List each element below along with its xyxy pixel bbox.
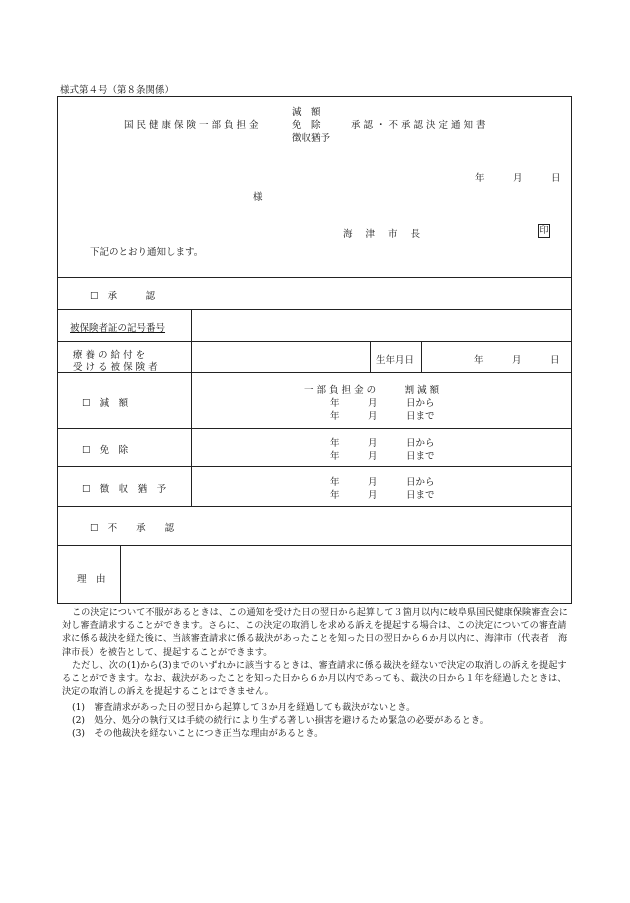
- divider: [57, 466, 572, 467]
- addressee-suffix: 様: [253, 192, 263, 203]
- title-suffix: 承認・不承認決定通知書: [351, 120, 489, 131]
- title-option-exemption: 免 除: [292, 120, 321, 131]
- footer-item-3: (3) その他裁決を経ないことにつき正当な理由があるとき。: [72, 728, 324, 739]
- approve-label: 承 認: [107, 291, 156, 302]
- deferral-period-to: 年 月 日まで: [330, 490, 435, 501]
- divider: [57, 428, 572, 429]
- seal-mark: 印: [539, 226, 549, 236]
- divider: [57, 277, 572, 278]
- reduction-checkbox[interactable]: ☐: [82, 398, 91, 409]
- divider: [370, 341, 371, 372]
- insured-number-label: 被保険者証の記号番号: [70, 323, 166, 334]
- notice-text: 下記のとおり通知します。: [90, 247, 204, 258]
- birth-date-label: 生年月日: [376, 355, 415, 366]
- divider: [57, 309, 572, 310]
- footer-paragraph-2: ただし、次の(1)から(3)までのいずれかに該当するときは、審査請求に係る裁決を経ないで決定の取消しの訴えを提起することができます。なお、裁決があったことを知った日から６か月以内であっても、裁決の日から１年を経過したときは、決定の取消しの訴えを提起することはできません。: [62, 660, 567, 698]
- reduction-description: 一 部 負 担 金 の 割 減 額: [304, 385, 440, 396]
- reject-checkbox[interactable]: ☐: [90, 523, 99, 534]
- exemption-period-to: 年 月 日まで: [330, 451, 435, 462]
- divider: [421, 341, 422, 372]
- footer-item-2: (2) 処分、処分の執行又は手続の続行により生ずる著しい損害を避けるため緊急の必要があるとき。: [72, 715, 489, 726]
- recipient-label-2: 受 け る 被 保 険 者: [73, 362, 158, 373]
- form-number: 様式第４号（第８条関係）: [60, 85, 175, 96]
- divider: [120, 545, 121, 604]
- reduction-period-to: 年 月 日まで: [330, 411, 435, 422]
- footer-item-1: (1) 審査請求があった日の翌日から起算して３か月を経過しても裁決がないとき。: [72, 702, 416, 713]
- exemption-label: 免 除: [99, 445, 129, 456]
- issuer-name: 海 津 市 長: [343, 229, 426, 240]
- reason-label: 理 由: [77, 574, 106, 585]
- deferral-label: 徴 収 猶 予: [99, 484, 167, 495]
- issue-date: 年 月 日: [475, 173, 561, 184]
- title-option-reduction: 減 額: [292, 107, 321, 118]
- reduction-label: 減 額: [99, 398, 129, 409]
- title-prefix: 国民健康保険一部負担金: [124, 120, 262, 131]
- recipient-label-1: 療 養 の 給 付 を: [73, 350, 146, 361]
- divider: [191, 309, 192, 506]
- title-option-deferral: 徴収猶予: [292, 133, 331, 144]
- divider: [57, 341, 572, 342]
- approve-checkbox[interactable]: ☐: [90, 291, 99, 302]
- exemption-period-from: 年 月 日から: [330, 438, 435, 449]
- divider: [57, 506, 572, 507]
- birth-date-value: 年 月 日: [474, 355, 560, 366]
- reduction-period-from: 年 月 日から: [330, 398, 435, 409]
- exemption-checkbox[interactable]: ☐: [82, 445, 91, 456]
- deferral-checkbox[interactable]: ☐: [82, 484, 91, 495]
- deferral-period-from: 年 月 日から: [330, 477, 435, 488]
- reject-label: 不 承 認: [107, 523, 175, 534]
- divider: [57, 545, 572, 546]
- footer-paragraph-1: この決定について不服があるときは、この通知を受けた日の翌日から起算して３箇月以内に岐阜県国民健康保険審査会に対し審査請求することができます。さらに、この決定の取消しを求める訴えを提起する場合は、この決定についての審査請求に係る裁決を経た後に、当該審査請求に係る裁決があったことを知った日の翌日から６か月以内に、海津市（代表者 海津市長）を被告として、提起することができます。: [62, 607, 568, 658]
